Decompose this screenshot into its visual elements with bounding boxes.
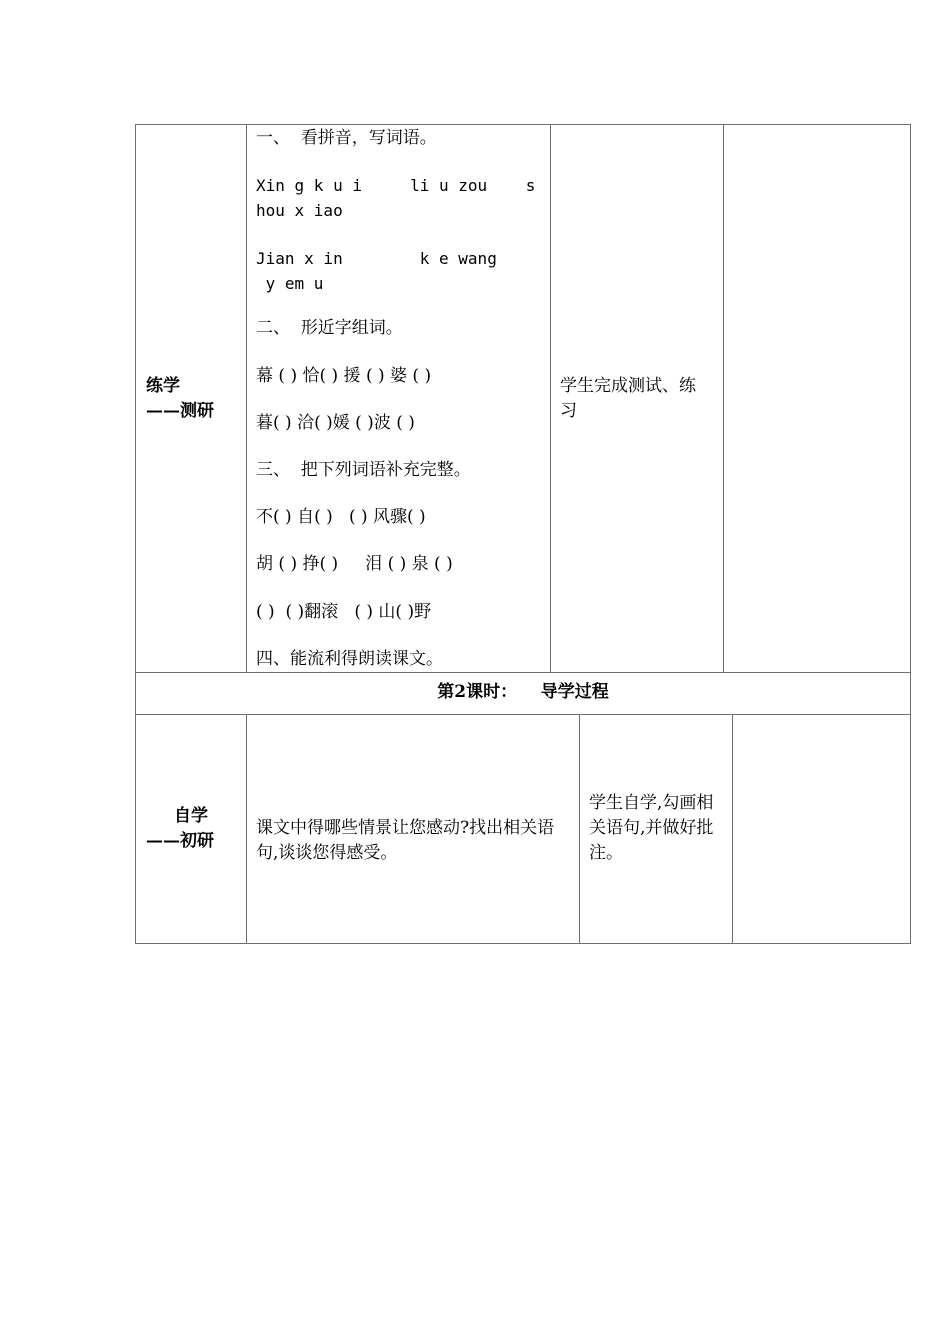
pinyin-line-2a: Jian x in k e wang (256, 249, 497, 268)
col-divider-1b (246, 714, 247, 944)
session-header-bottom-border (135, 714, 911, 715)
col-divider-3b (732, 714, 733, 944)
table-top-border (135, 124, 911, 125)
question-3-heading: 三、 把下列词语补充完整。 (256, 460, 471, 480)
question-3-row-1: 不( ) 自( ) ( ) 风骤( ) (256, 507, 426, 527)
question-2-row-2: 暮( ) 洽( )媛 ( )波 ( ) (256, 413, 415, 433)
stage-label-practice: 练学 (146, 376, 180, 396)
stage-label-selfstudy: 自学 (174, 806, 208, 826)
table-right-border (910, 124, 911, 944)
question-3-row-3: ( ) ( )翻滚 ( ) 山( )野 (256, 602, 432, 622)
table-left-border (135, 124, 136, 944)
stage-sublabel-practice: ——测研 (146, 401, 214, 421)
question-2-row-1: 幕 ( ) 恰( ) 援 ( ) 婆 ( ) (256, 366, 432, 386)
question-3-row-2: 胡 ( ) 挣( ) 泪 ( ) 泉 ( ) (256, 554, 453, 574)
pinyin-line-2b: y em u (256, 274, 324, 293)
stage-sublabel-selfstudy: ——初研 (146, 831, 214, 851)
table-bottom-border (135, 943, 911, 944)
student-activity-practice: 学生完成测试、练习 (560, 376, 696, 421)
student-activity-selfstudy: 学生自学,勾画相关语句,并做好批注。 (589, 793, 714, 863)
question-4: 四、能流利得朗读课文。 (256, 649, 443, 669)
session-header: 第2课时： 导学过程 (437, 682, 609, 702)
col-divider-2 (550, 124, 551, 673)
question-2-heading: 二、 形近字组词。 (256, 318, 403, 338)
pinyin-line-1b: hou x iao (256, 201, 343, 220)
session-header-top-border (135, 672, 911, 673)
col-divider-3 (723, 124, 724, 673)
pinyin-line-1a: Xin g k u i li u zou s (256, 176, 536, 195)
col-divider-1 (246, 124, 247, 673)
col-divider-2b (579, 714, 580, 944)
selfstudy-task: 课文中得哪些情景让您感动?找出相关语句,谈谈您得感受。 (256, 818, 555, 863)
question-1-heading: 一、 看拼音，写词语。 (256, 128, 437, 148)
